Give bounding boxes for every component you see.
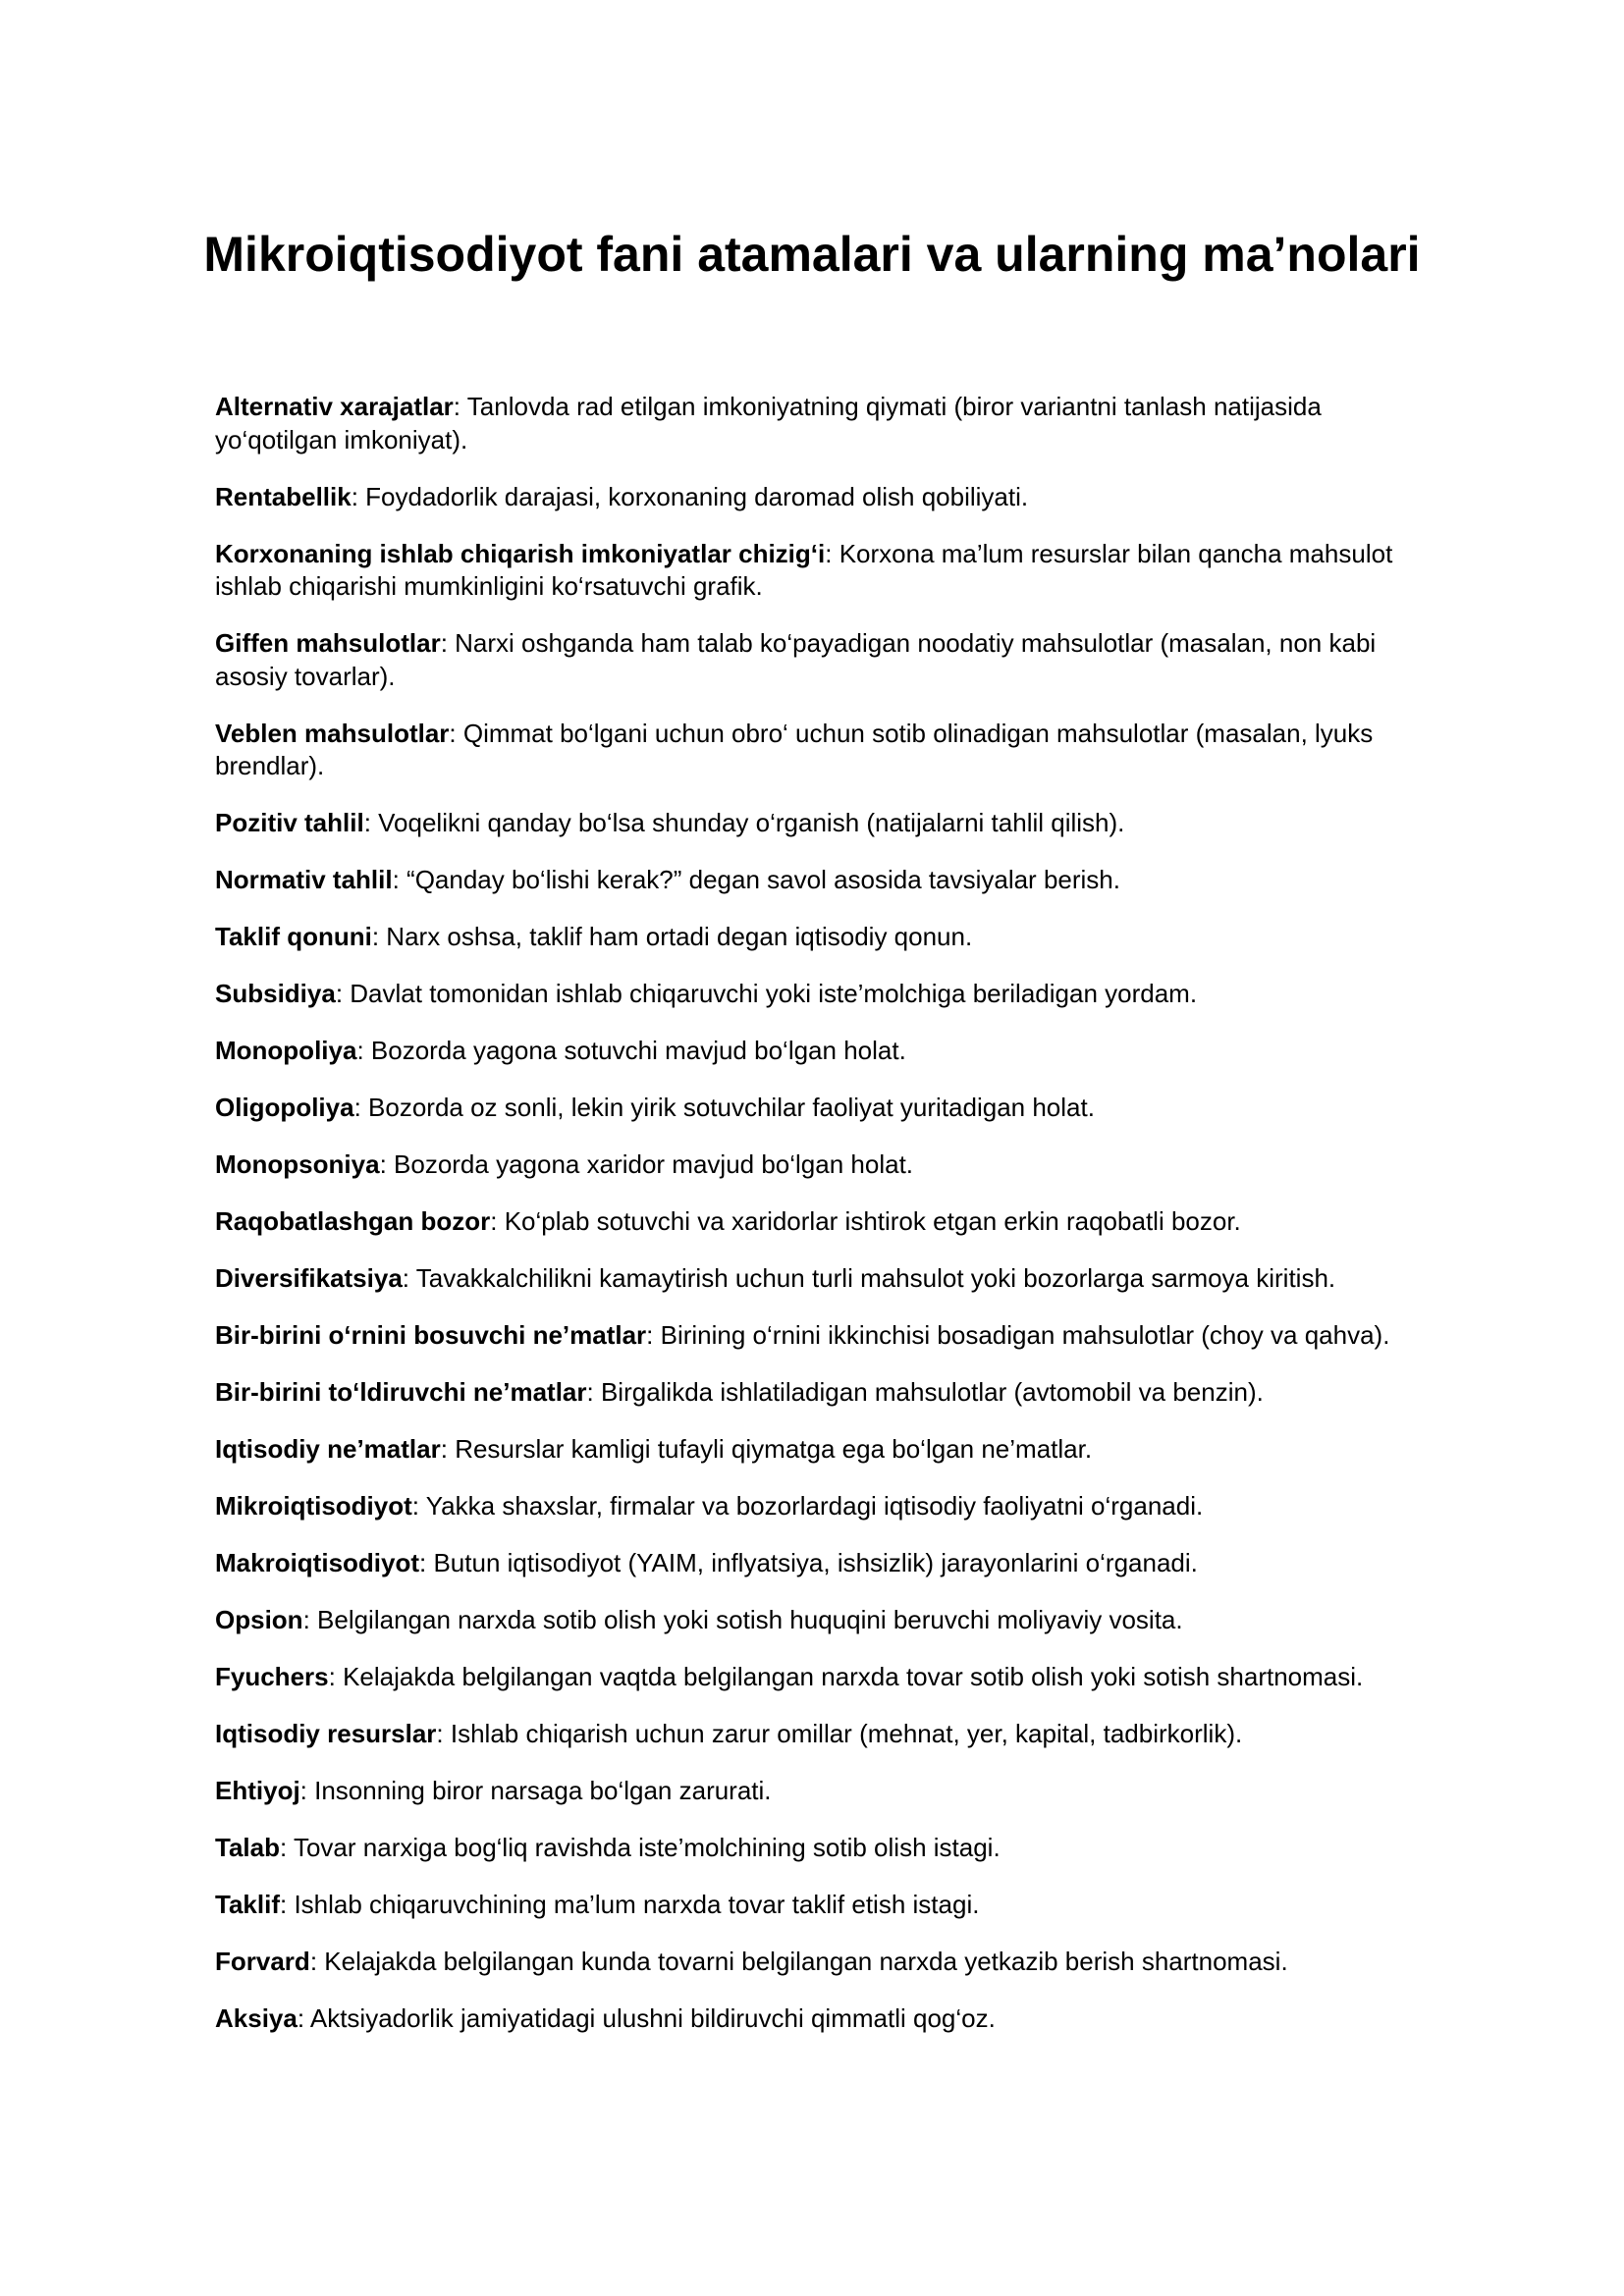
term-name: Veblen mahsulotlar	[215, 718, 450, 748]
glossary-entry: Raqobatlashgan bozor: Ko‘plab sotuvchi va xaridorlar ishtirok etgan erkin raqobatli bozor.	[215, 1206, 1241, 1236]
term-name: Bir-birini to‘ldiruvchi ne’matlar	[215, 1377, 587, 1407]
term-name: Aksiya	[215, 2003, 298, 2033]
glossary-entry: Alternativ xarajatlar: Tanlovda rad etilgan imkoniyatning qiymati (biror variantni tanlash natijasida yo‘qotilgan imkoniyat).	[215, 392, 1322, 454]
term-name: Iqtisodiy ne’matlar	[215, 1434, 441, 1464]
term-name: Raqobatlashgan bozor	[215, 1206, 491, 1236]
glossary-entry: Talab: Tovar narxiga bog‘liq ravishda iste’molchining sotib olish istagi.	[215, 1833, 1001, 1862]
glossary-entry: Oligopoliya: Bozorda oz sonli, lekin yirik sotuvchilar faoliyat yuritadigan holat.	[215, 1093, 1095, 1122]
term-name: Ehtiyoj	[215, 1776, 300, 1805]
term-definition: Ishlab chiqarish uchun zarur omillar (mehnat, yer, kapital, tadbirkorlik).	[450, 1719, 1243, 1748]
term-name: Pozitiv tahlil	[215, 808, 364, 837]
glossary-entry: Opsion: Belgilangan narxda sotib olish yoki sotish huquqini beruvchi moliyaviy vosita.	[215, 1605, 1183, 1634]
term-definition: Belgilangan narxda sotib olish yoki sotish huquqini beruvchi moliyaviy vosita.	[317, 1605, 1183, 1634]
term-definition: Birining o‘rnini ikkinchisi bosadigan mahsulotlar (choy va qahva).	[660, 1320, 1390, 1350]
term-name: Talab	[215, 1833, 280, 1862]
glossary-entry: Monopoliya: Bozorda yagona sotuvchi mavjud bo‘lgan holat.	[215, 1036, 906, 1065]
term-name: Subsidiya	[215, 979, 336, 1008]
term-definition: Voqelikni qanday bo‘lsa shunday o‘rganish (natijalarni tahlil qilish).	[378, 808, 1125, 837]
glossary-entry: Ehtiyoj: Insonning biror narsaga bo‘lgan zarurati.	[215, 1776, 772, 1805]
term-name: Iqtisodiy resurslar	[215, 1719, 437, 1748]
term-definition: Tavakkalchilikni kamaytirish uchun turli mahsulot yoki bozorlarga sarmoya kiritish.	[415, 1263, 1336, 1293]
term-name: Monopsoniya	[215, 1149, 380, 1179]
term-name: Normativ tahlil	[215, 865, 393, 894]
glossary-list	[215, 391, 1442, 2059]
term-name: Diversifikatsiya	[215, 1263, 403, 1293]
document-title: Mikroiqtisodiyot fani atamalari va ularning ma’nolari	[203, 227, 1421, 282]
glossary-entry: Korxonaning ishlab chiqarish imkoniyatlar chizig‘i: Korxona ma’lum resurslar bilan qancha mahsulot ishlab chiqarishi mumkinligini ko‘rsatuvchi grafik.	[215, 538, 1393, 601]
term-definition: Tovar narxiga bog‘liq ravishda iste’molchining sotib olish istagi.	[293, 1833, 1001, 1862]
glossary-entry: Iqtisodiy ne’matlar: Resurslar kamligi tufayli qiymatga ega bo‘lgan ne’matlar.	[215, 1434, 1093, 1464]
glossary-entry: Taklif qonuni: Narx oshsa, taklif ham ortadi degan iqtisodiy qonun.	[215, 922, 973, 951]
glossary-entry: Giffen mahsulotlar: Narxi oshganda ham talab ko‘payadigan noodatiy mahsulotlar (masalan, non kabi asosiy tovarlar).	[215, 628, 1377, 691]
glossary-entry: Diversifikatsiya: Tavakkalchilikni kamaytirish uchun turli mahsulot yoki bozorlarga sarmoya kiritish.	[215, 1263, 1336, 1293]
glossary-entry: Fyuchers: Kelajakda belgilangan vaqtda belgilangan narxda tovar sotib olish yoki sotish shartnomasi.	[215, 1662, 1364, 1691]
term-definition: Korxona ma’lum resurslar bilan qancha mahsulot ishlab chiqarishi mumkinligini ko‘rsatuvchi grafik.	[215, 538, 1393, 601]
term-name: Bir-birini o‘rnini bosuvchi ne’matlar	[215, 1320, 647, 1350]
glossary-entry: Normativ tahlil: “Qanday bo‘lishi kerak?” degan savol asosida tavsiyalar berish.	[215, 865, 1120, 894]
glossary-entry: Bir-birini o‘rnini bosuvchi ne’matlar: Birining o‘rnini ikkinchisi bosadigan mahsulotlar (choy va qahva).	[215, 1320, 1390, 1350]
term-name: Taklif qonuni	[215, 922, 372, 951]
term-name: Opsion	[215, 1605, 303, 1634]
term-name: Alternativ xarajatlar	[215, 392, 454, 421]
term-name: Fyuchers	[215, 1662, 329, 1691]
term-definition: Bozorda oz sonli, lekin yirik sotuvchilar faoliyat yuritadigan holat.	[368, 1093, 1095, 1122]
term-definition: Ishlab chiqaruvchining ma’lum narxda tovar taklif etish istagi.	[294, 1890, 980, 1919]
term-definition: Bozorda yagona xaridor mavjud bo‘lgan holat.	[394, 1149, 914, 1179]
term-name: Giffen mahsulotlar	[215, 628, 441, 658]
term-definition: “Qanday bo‘lishi kerak?” degan savol asosida tavsiyalar berish.	[406, 865, 1120, 894]
term-definition: Yakka shaxslar, firmalar va bozorlardagi iqtisodiy faoliyatni o‘rganadi.	[425, 1491, 1204, 1521]
term-definition: Aktsiyadorlik jamiyatidagi ulushni bildiruvchi qimmatli qog‘oz.	[309, 2003, 996, 2033]
term-definition: Qimmat bo‘lgani uchun obro‘ uchun sotib olinadigan mahsulotlar (masalan, lyuks brendlar).	[215, 718, 1374, 780]
glossary-entry: Subsidiya: Davlat tomonidan ishlab chiqaruvchi yoki iste’molchiga beriladigan yordam.	[215, 979, 1198, 1008]
glossary-entry: Aksiya: Aktsiyadorlik jamiyatidagi ulushni bildiruvchi qimmatli qog‘oz.	[215, 2003, 996, 2033]
glossary-entry: Forvard: Kelajakda belgilangan kunda tovarni belgilangan narxda yetkazib berish shartnomasi.	[215, 1947, 1288, 1976]
term-definition: Bozorda yagona sotuvchi mavjud bo‘lgan holat.	[370, 1036, 906, 1065]
term-definition: Birgalikda ishlatiladigan mahsulotlar (avtomobil va benzin).	[600, 1377, 1264, 1407]
glossary-entry: Rentabellik: Foydadorlik darajasi, korxonaning daromad olish qobiliyati.	[215, 481, 1029, 511]
term-name: Makroiqtisodiyot	[215, 1548, 420, 1577]
term-definition: Narxi oshganda ham talab ko‘payadigan noodatiy mahsulotlar (masalan, non kabi asosiy tovarlar).	[215, 628, 1377, 691]
term-definition: Butun iqtisodiyot (YAIM, inflyatsiya, ishsizlik) jarayonlarini o‘rganadi.	[433, 1548, 1198, 1577]
term-name: Forvard	[215, 1947, 310, 1976]
term-definition: Insonning biror narsaga bo‘lgan zarurati.	[314, 1776, 772, 1805]
term-definition: Ko‘plab sotuvchi va xaridorlar ishtirok etgan erkin raqobatli bozor.	[504, 1206, 1241, 1236]
term-definition: Davlat tomonidan ishlab chiqaruvchi yoki iste’molchiga beriladigan yordam.	[350, 979, 1198, 1008]
glossary-entry: Mikroiqtisodiyot: Yakka shaxslar, firmalar va bozorlardagi iqtisodiy faoliyatni o‘rganadi.	[215, 1491, 1204, 1521]
term-definition: Kelajakda belgilangan vaqtda belgilangan narxda tovar sotib olish yoki sotish shartnomasi.	[343, 1662, 1364, 1691]
term-name: Korxonaning ishlab chiqarish imkoniyatlar chizig‘i	[215, 538, 826, 568]
glossary-entry: Taklif: Ishlab chiqaruvchining ma’lum narxda tovar taklif etish istagi.	[215, 1890, 980, 1919]
term-name: Taklif	[215, 1890, 280, 1919]
term-name: Rentabellik	[215, 481, 352, 511]
term-definition: Resurslar kamligi tufayli qiymatga ega bo‘lgan ne’matlar.	[455, 1434, 1093, 1464]
glossary-entry: Makroiqtisodiyot: Butun iqtisodiyot (YAIM, inflyatsiya, ishsizlik) jarayonlarini o‘rganadi.	[215, 1548, 1198, 1577]
glossary-entry: Pozitiv tahlil: Voqelikni qanday bo‘lsa shunday o‘rganish (natijalarni tahlil qilish).	[215, 808, 1125, 837]
term-definition: Tanlovda rad etilgan imkoniyatning qiymati (biror variantni tanlash natijasida yo‘qotilgan imkoniyat).	[215, 392, 1322, 454]
term-name: Monopoliya	[215, 1036, 357, 1065]
term-definition: Kelajakda belgilangan kunda tovarni belgilangan narxda yetkazib berish shartnomasi.	[324, 1947, 1288, 1976]
term-definition: Foydadorlik darajasi, korxonaning daromad olish qobiliyati.	[365, 481, 1029, 511]
term-name: Mikroiqtisodiyot	[215, 1491, 412, 1521]
glossary-entry: Monopsoniya: Bozorda yagona xaridor mavjud bo‘lgan holat.	[215, 1149, 914, 1179]
term-definition: Narx oshsa, taklif ham ortadi degan iqtisodiy qonun.	[386, 922, 973, 951]
term-name: Oligopoliya	[215, 1093, 354, 1122]
glossary-entry: Iqtisodiy resurslar: Ishlab chiqarish uchun zarur omillar (mehnat, yer, kapital, tadbirkorlik).	[215, 1719, 1243, 1748]
glossary-entry: Bir-birini to‘ldiruvchi ne’matlar: Birgalikda ishlatiladigan mahsulotlar (avtomobil va benzin).	[215, 1377, 1264, 1407]
glossary-entry: Veblen mahsulotlar: Qimmat bo‘lgani uchun obro‘ uchun sotib olinadigan mahsulotlar (masalan, lyuks brendlar).	[215, 718, 1374, 780]
